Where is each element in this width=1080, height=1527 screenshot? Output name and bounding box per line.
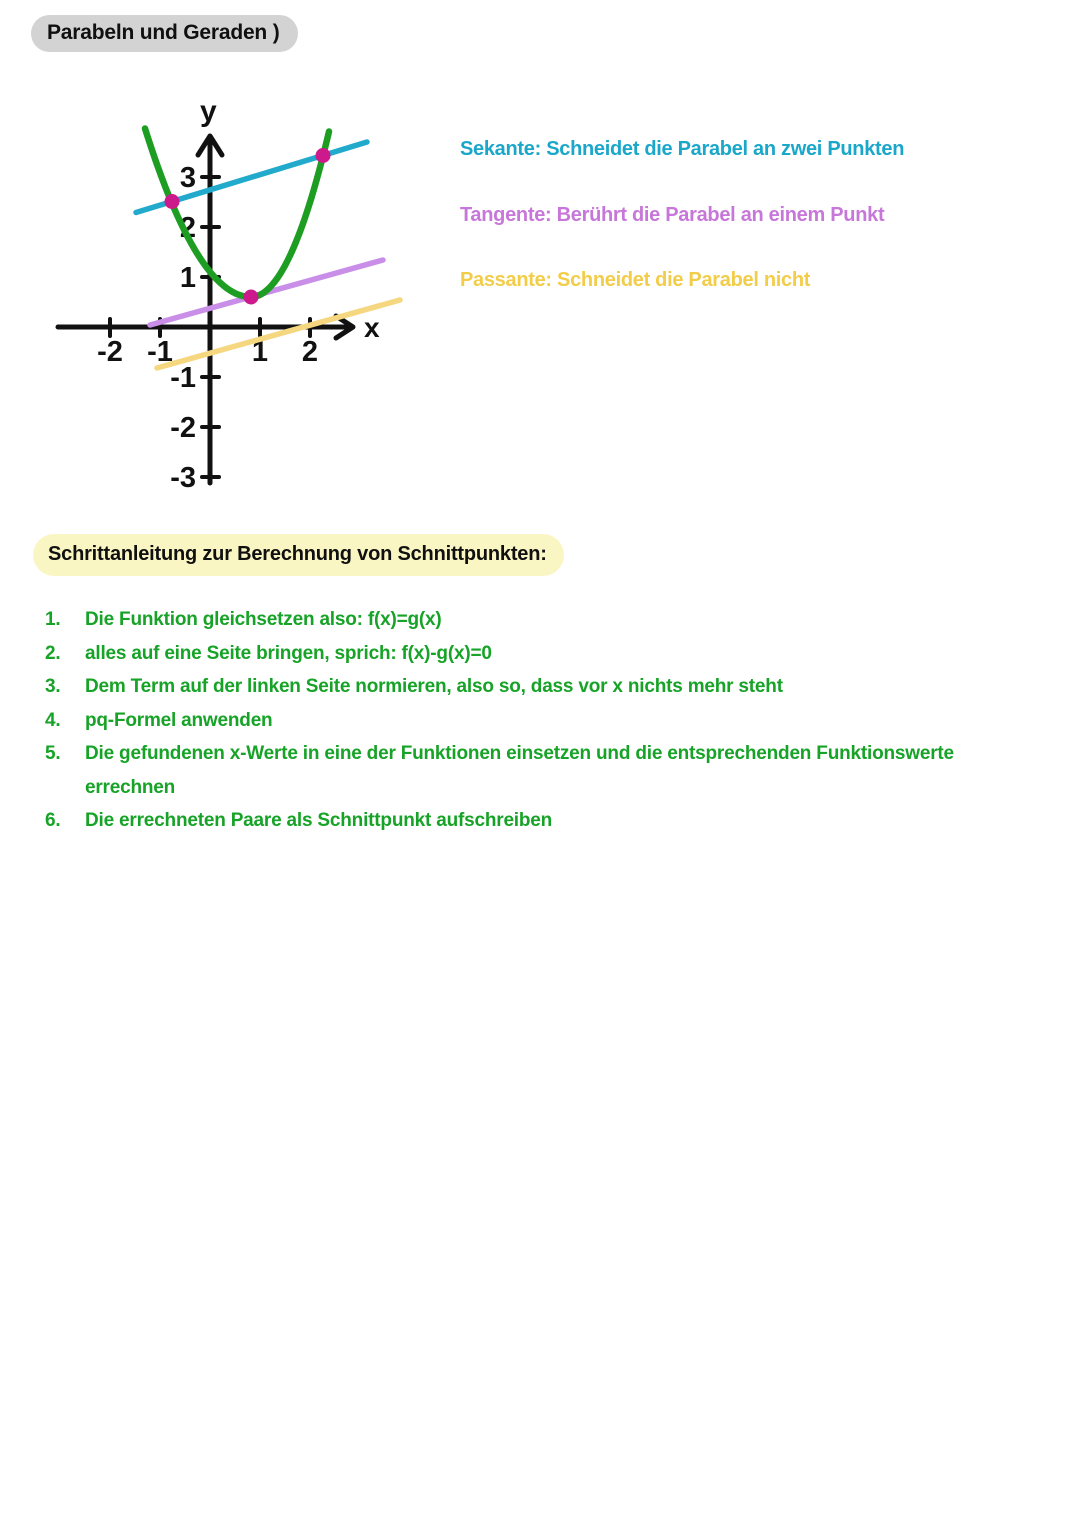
legend-item-sekante xyxy=(460,138,904,161)
y-tick-label: -1 xyxy=(170,362,196,394)
list-item-text: alles auf eine Seite bringen, sprich: f(x)-g(x)=0 xyxy=(85,642,492,664)
list-item-number: 3. xyxy=(45,676,61,697)
legend-item-tangente xyxy=(460,204,884,227)
x-tick-label: -1 xyxy=(147,336,173,368)
schnittpunkt-2-point xyxy=(316,148,331,163)
list-item-number: 2. xyxy=(45,642,61,664)
list-item xyxy=(45,670,1040,704)
list-item xyxy=(45,603,1040,637)
list-item-number: 5. xyxy=(45,743,61,764)
y-tick-label: 3 xyxy=(179,162,196,194)
list-item xyxy=(45,704,1040,738)
list-item-text: Die errechneten Paare als Schnittpunkt aufschreiben xyxy=(85,810,553,831)
list-item xyxy=(45,637,1040,671)
y-tick-label: -2 xyxy=(170,412,196,444)
steps-heading-text: Schrittanleitung zur Berechnung von Schnittpunkten: xyxy=(48,543,547,565)
y-axis-label: y xyxy=(200,95,217,128)
legend-sekante-text: Sekante: Schneidet die Parabel an zwei Punkten xyxy=(460,138,905,160)
x-axis-label: x xyxy=(364,312,380,343)
list-item-text: Die Funktion gleichsetzen also: f(x)=g(x) xyxy=(85,609,442,630)
legend-item-passante xyxy=(460,269,810,292)
list-item-number: 4. xyxy=(45,709,61,731)
list-item-number: 6. xyxy=(45,810,61,831)
y-tick-label: 2 xyxy=(179,212,196,244)
legend-passante-text: Passante: Schneidet die Parabel nicht xyxy=(460,269,811,291)
steps-list xyxy=(45,603,1040,838)
schnittpunkt-1-point xyxy=(165,194,180,209)
title-pill xyxy=(31,15,298,52)
coordinate-graph xyxy=(40,95,440,505)
x-tick-label: 2 xyxy=(301,336,319,368)
page-title: Parabeln und Geraden ) xyxy=(47,21,280,44)
list-item xyxy=(45,737,1040,804)
list-item-text: Dem Term auf der linken Seite normieren, also so, dass vor x nichts mehr steht xyxy=(85,676,783,697)
parabola-curve xyxy=(145,129,329,298)
list-item-number: 1. xyxy=(45,609,61,630)
steps-heading-highlight xyxy=(33,534,564,576)
y-tick-label: -3 xyxy=(170,462,196,494)
beruehrpunkt-point xyxy=(244,290,259,305)
list-item xyxy=(45,804,1040,838)
x-tick-label: 1 xyxy=(251,336,269,368)
legend-tangente-text: Tangente: Berührt die Parabel an einem Punkt xyxy=(460,204,885,226)
x-tick-label: -2 xyxy=(97,336,123,368)
list-item-text: Die gefundenen x-Werte in eine der Funktionen einsetzen und die entsprechenden Funktionswerte errechnen xyxy=(85,743,954,798)
list-item-text: pq-Formel anwenden xyxy=(85,709,273,731)
y-tick-label: 1 xyxy=(179,262,196,294)
